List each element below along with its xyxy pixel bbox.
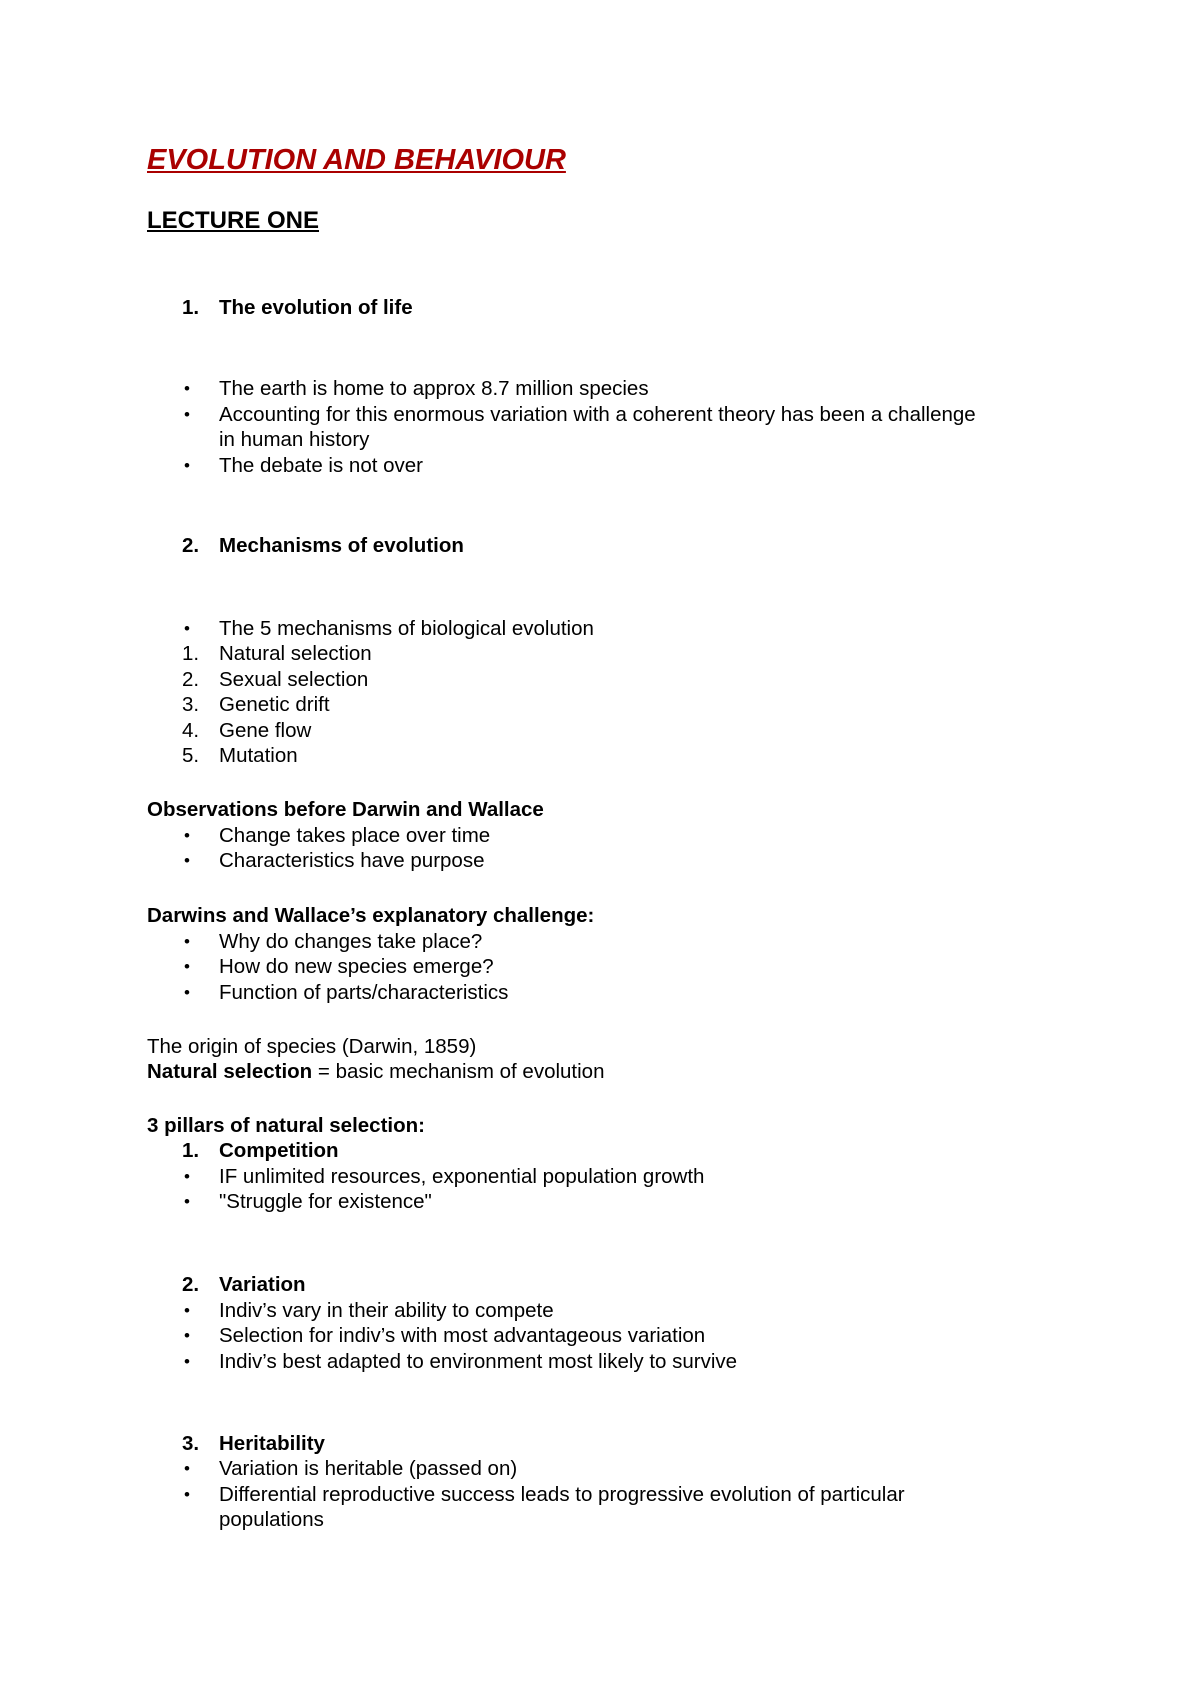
bullet-glyph: • <box>184 1352 190 1371</box>
natural-selection-definition <box>147 1059 604 1085</box>
bullet-glyph: • <box>184 1301 190 1320</box>
list-item: IF unlimited resources, exponential population growth <box>219 1165 705 1188</box>
subsection-heading: Darwins and Wallace’s explanatory challenge: <box>147 904 595 927</box>
list-number: 2. <box>182 668 200 691</box>
definition: = basic mechanism of evolution <box>312 1060 605 1083</box>
pillar-name: Competition <box>219 1139 339 1162</box>
list-item: Mutation <box>219 744 298 767</box>
list-item: Indiv’s vary in their ability to compete <box>219 1299 554 1322</box>
section-number: 2. <box>182 534 200 557</box>
list-item-continuation: in human history <box>219 428 370 451</box>
list-item: The 5 mechanisms of biological evolution <box>219 617 594 640</box>
list-number: 1. <box>182 642 200 665</box>
origin-line: The origin of species (Darwin, 1859) <box>147 1035 477 1058</box>
list-item: Variation is heritable (passed on) <box>219 1457 518 1480</box>
bullet-glyph: • <box>184 1326 190 1345</box>
list-item: Accounting for this enormous variation with a coherent theory has been a challenge <box>219 403 976 426</box>
bullet-glyph: • <box>184 1485 190 1504</box>
section-number: 1. <box>182 296 200 319</box>
list-item: The debate is not over <box>219 454 423 477</box>
subsection-heading: 3 pillars of natural selection: <box>147 1114 425 1137</box>
bullet-glyph: • <box>184 851 190 870</box>
list-item-continuation: populations <box>219 1508 324 1531</box>
list-number: 3. <box>182 693 200 716</box>
section-heading: Mechanisms of evolution <box>219 534 464 557</box>
list-number: 3. <box>182 1432 200 1455</box>
bullet-glyph: • <box>184 456 190 475</box>
bullet-glyph: • <box>184 957 190 976</box>
term: Natural selection <box>147 1060 313 1083</box>
list-number: 1. <box>182 1139 200 1162</box>
bullet-glyph: • <box>184 983 190 1002</box>
bullet-glyph: • <box>184 1167 190 1186</box>
bullet-glyph: • <box>184 932 190 951</box>
pillar-name: Variation <box>219 1273 306 1296</box>
lecture-heading: LECTURE ONE <box>147 207 320 234</box>
list-item: Characteristics have purpose <box>219 849 485 872</box>
list-number: 2. <box>182 1273 200 1296</box>
list-item: How do new species emerge? <box>219 955 494 978</box>
bullet-glyph: • <box>184 1192 190 1211</box>
bullet-glyph: • <box>184 1459 190 1478</box>
list-item: Gene flow <box>219 719 312 742</box>
list-item: Change takes place over time <box>219 824 491 847</box>
list-item: "Struggle for existence" <box>219 1190 432 1213</box>
list-number: 5. <box>182 744 200 767</box>
list-item: Natural selection <box>219 642 372 665</box>
list-item: The earth is home to approx 8.7 million species <box>219 377 649 400</box>
subsection-heading: Observations before Darwin and Wallace <box>147 798 544 821</box>
bullet-glyph: • <box>184 826 190 845</box>
section-heading: The evolution of life <box>219 296 413 319</box>
list-item: Indiv’s best adapted to environment most likely to survive <box>219 1350 738 1373</box>
document-title: EVOLUTION AND BEHAVIOUR <box>147 144 566 176</box>
pillar-name: Heritability <box>219 1432 325 1455</box>
list-item: Genetic drift <box>219 693 330 716</box>
list-item: Selection for indiv’s with most advantageous variation <box>219 1324 706 1347</box>
list-item: Sexual selection <box>219 668 369 691</box>
bullet-glyph: • <box>184 379 190 398</box>
list-item: Why do changes take place? <box>219 930 483 953</box>
bullet-glyph: • <box>184 619 190 638</box>
list-number: 4. <box>182 719 200 742</box>
list-item: Function of parts/characteristics <box>219 981 509 1004</box>
bullet-glyph: • <box>184 405 190 424</box>
list-item: Differential reproductive success leads to progressive evolution of particular <box>219 1483 905 1506</box>
